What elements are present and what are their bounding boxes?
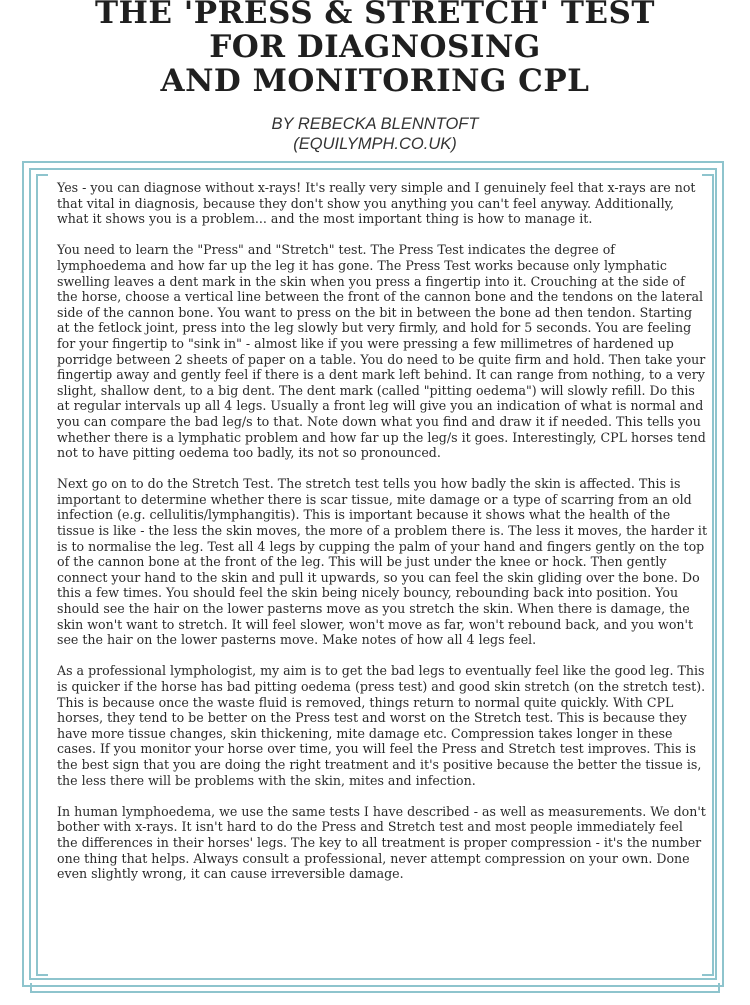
byline	[0, 114, 750, 154]
author-name: BY REBECKA BLENNTOFT	[271, 115, 479, 133]
paragraph-press-test: You need to learn the "Press" and "Stretch" test. The Press Test indicates the degree of lymphoedema and how far up the leg it has gone. The Press Test works because only lymphatic swelling leaves a dent mark in the skin when you press a fingertip into it. Crouching at the side of the horse, choose a vertical line between the front of the cannon bone and the tendons on the lateral side of the cannon bone. You want to press on the bit in between the bone ad then tendon. Starting at the fetlock joint, press into the leg slowly but very firmly, and hold for 5 seconds. You are feeling for your fingertip to "sink in" - almost like if you were pressing a few millimetres of hardened up porridge between 2 sheets of paper on a table. You do need to be quite firm and hold. Then take your fingertip away and gently feel if there is a dent mark left behind. It can range from nothing, to a very slight, shallow dent, to a big dent. The dent mark (called "pitting oedema") will slowly refill. Do this at regular intervals up all 4 legs. Usually a front leg will give you an indication of what is normal and you can compare the bad leg/s to that. Note down what you find and draw it if needed. This tells you whether there is a lymphatic problem and how far up the leg/s it goes. Interestingly, CPL horses tend not to have pitting oedema too badly, its not so pronounced.	[57, 242, 706, 461]
article-body	[57, 180, 707, 882]
paragraph-human-lymphoedema: In human lymphoedema, we use the same tests I have described - as well as measurements. We don't bother with x-rays. It isn't hard to do the Press and Stretch test and most people immediately feel the differences in their horses' legs. The key to all treatment is proper compression - it's the number one thing that helps. Always consult a professional, never attempt compression on your own. Done even slightly wrong, it can cause irreversible damage.	[57, 803, 706, 882]
author-website: (EQUILYMPH.CO.UK)	[293, 135, 457, 153]
paragraph-lymphologist-aim: As a professional lymphologist, my aim is to get the bad legs to eventually feel like the good leg. This is quicker if the horse has bad pitting oedema (press test) and good skin stretch (on the stretch test). This is because once the waste fluid is removed, things return to normal quite quickly. With CPL horses, they tend to be better on the Press test and worst on the Stretch test. This is because they have more tissue changes, skin thickening, mite damage etc. Compression takes longer in these cases. If you monitor your horse over time, you will feel the Press and Stretch test improves. This is the best sign that you are doing the right treatment and it's positive because the better the tissue is, the less there will be problems with the skin, mites and infection.	[57, 663, 706, 788]
page-title	[0, 0, 750, 98]
title-line-3: AND MONITORING CPL	[160, 63, 590, 99]
title-line-1: THE 'PRESS & STRETCH' TEST	[95, 0, 655, 31]
decorative-frame-bottom-bracket	[30, 983, 720, 993]
decorative-frame-left-bracket	[36, 174, 48, 976]
paragraph-intro: Yes - you can diagnose without x-rays! It's really very simple and I genuinely feel that x-rays are not that vital in diagnosis, because they don't show you anything you can't feel anyway. Additionally, what it shows you is a problem... and the most important thing is how to manage it.	[57, 180, 696, 227]
title-line-2: FOR DIAGNOSING	[209, 29, 541, 65]
paragraph-stretch-test: Next go on to do the Stretch Test. The stretch test tells you how badly the skin is affected. This is important to determine whether there is scar tissue, mite damage or a type of scarring from an old infection (e.g. cellulitis/lymphangitis). This is important because it shows what the health of the tissue is like - the less the skin moves, the more of a problem there is. The less it moves, the harder it is to normalise the leg. Test all 4 legs by cupping the palm of your hand and fingers gently on the top of the cannon bone at the front of the leg. This will be just under the knee or hock. Then gently connect your hand to the skin and pull it upwards, so you can feel the skin gliding over the bone. Do this a few times. You should feel the skin being nicely bouncy, rebounding back into position. You should see the hair on the lower pasterns move as you stretch the skin. When there is damage, the skin won't want to stretch. It will feel slower, won't move as far, won't rebound back, and you won't see the hair on the lower pasterns move. Make notes of how all 4 legs feel.	[57, 476, 707, 648]
